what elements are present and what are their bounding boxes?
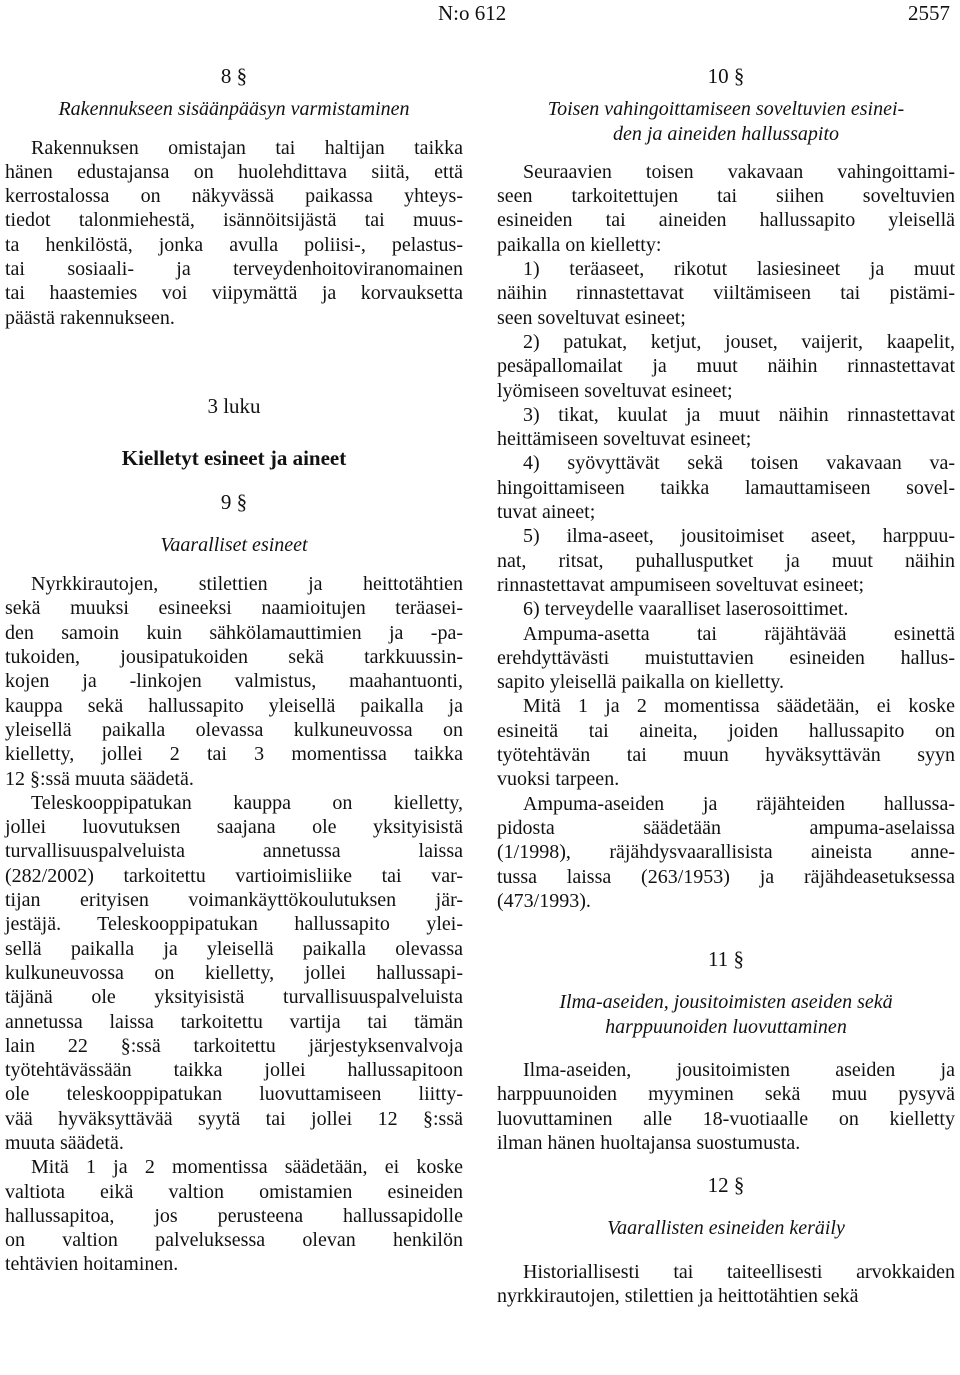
section-9-title: Vaaralliset esineet	[160, 533, 308, 556]
section-12-title: Vaarallisten esineiden keräily	[607, 1217, 845, 1240]
text-line: Rakennuksen omistajan tai haltijan taikka	[31, 136, 463, 159]
text-line: työtehtävässään taikka jollei hallussapitoon	[5, 1059, 463, 1082]
section-8-paragraph	[5, 136, 463, 330]
text-line: jollei luovutuksen saajana ole yksityisistä	[5, 816, 463, 839]
section-10-number: 10 §	[707, 64, 745, 88]
list-item	[497, 524, 955, 597]
text-line: lyömiseen soveltuvat esineet;	[497, 379, 733, 402]
text-line: nat, ritsat, puhallusputket ja muut näihin	[497, 549, 955, 572]
text-line: Ilma-aseiden, jousitoimisten aseiden ja	[523, 1058, 955, 1081]
text-line: esineitä tai aineita, joiden hallussapito on	[497, 719, 955, 742]
list-item	[497, 451, 955, 524]
text-line: yleisellä paikalla olevassa kulkuneuvossa on	[5, 718, 463, 741]
text-line: Teleskooppipatukan kauppa on kielletty,	[31, 791, 463, 814]
text-line: heittämiseen soveltuvat esineet;	[497, 428, 752, 451]
text-line: nyrkkirautojen, stilettien ja heittotähtien sekä	[497, 1285, 859, 1308]
text-line: tehtävien hoitaminen.	[5, 1253, 179, 1276]
text-line: kielletty, jollei 2 tai 3 momentissa taikka	[5, 743, 463, 766]
section-10-title	[497, 97, 955, 146]
text-line: esineiden tai aineiden hallussapito yleisellä	[497, 209, 955, 232]
section-9-paragraph-1	[5, 572, 463, 791]
text-line: hallussapitoa, jos perusteena hallussapidolle	[5, 1204, 463, 1227]
text-line: muuta säädetä.	[5, 1131, 124, 1154]
text-line: tussa laissa (263/1953) ja räjähdeasetuksessa	[497, 865, 955, 888]
chapter-number: 3 luku	[207, 393, 261, 418]
text-line: tai haastemies voi viipymättä ja korvauksetta	[5, 282, 463, 305]
text-line: ta henkilöstä, jonka avulla poliisi-, pelastus-	[5, 233, 463, 256]
text-line: Mitä 1 ja 2 momentissa säädetään, ei koske	[31, 1156, 463, 1179]
text-line: Seuraavien toisen vakavaan vahingoittami-	[523, 160, 955, 183]
section-10-paragraph-2	[497, 622, 955, 695]
section-11-title	[497, 990, 955, 1039]
text-line: hänen edustajansa on huolehdittava siitä, että	[5, 160, 463, 183]
text-line: (473/1993).	[497, 889, 591, 912]
page-number: 2557	[908, 1, 950, 25]
section-10-paragraph-4	[497, 792, 955, 913]
text-line: vuoksi tarpeen.	[497, 768, 620, 791]
section-12-paragraph	[497, 1260, 955, 1309]
text-line: luovuttaminen alle 18-vuotiaalle on kielletty	[497, 1107, 955, 1130]
section-9-number: 9 §	[220, 489, 248, 514]
text-line: kerrostalossa on näkyvässä paikassa yhteys-	[5, 185, 463, 208]
list-item	[497, 403, 955, 452]
text-line: 4) syövyttävät sekä toisen vakavaan va-	[523, 452, 955, 475]
text-line: den samoin kuin sähkölamauttimien ja -pa-	[5, 621, 463, 644]
text-line: seen tarkoitettujen tai siihen soveltuvien	[497, 185, 955, 208]
text-line: annetussa laissa tarkoitettu vartija tai tämän	[5, 1010, 463, 1033]
text-line: (282/2002) tarkoitettu vartioimisliike tai var-	[5, 864, 463, 887]
text-line: Ilma-aseiden, jousitoimisten aseiden sekä	[559, 991, 893, 1014]
text-line: erehdyttävästi muistuttavien esineiden hallus-	[497, 646, 955, 669]
text-line: Mitä 1 ja 2 momentissa säädetään, ei koske	[523, 695, 955, 718]
text-line: vää hyväksyttävää syytä tai jollei 12 §:ssä	[5, 1107, 463, 1130]
text-line: (1/1998), räjähdysvaarallisista aineista anne-	[497, 841, 955, 864]
text-line: Toisen vahingoittamiseen soveltuvien esinei-	[547, 98, 905, 121]
text-line: tiedot talonmiehestä, isännöitsijästä tai muus-	[5, 209, 463, 232]
text-line: 5) ilma-aseet, jousitoimiset aseet, harppuu-	[523, 525, 955, 548]
text-line: harppuunoiden luovuttaminen	[605, 1015, 847, 1038]
text-line: työtehtävän tai muun hyväksyttävän syyn	[497, 744, 955, 767]
section-11-paragraph	[497, 1058, 955, 1155]
section-9-paragraph-3	[5, 1155, 463, 1276]
text-line: tuvat aineet;	[497, 501, 596, 524]
section-12-number: 12 §	[707, 1173, 745, 1198]
text-line: valtiota eikä valtion omistamien esineiden	[5, 1180, 463, 1203]
text-line: 1) teräaseet, rikotut lasiesineet ja muut	[523, 258, 955, 281]
text-line: hingoittamiseen taikka lamauttamiseen sovel-	[497, 476, 955, 499]
text-line: pesäpallomailat ja muut näihin rinnastettavat	[497, 355, 955, 378]
text-line: tai sosiaali- ja terveydenhoitoviranomainen	[5, 258, 463, 281]
text-line: tukoiden, jousipatukoiden sekä tarkkuussin-	[5, 646, 463, 669]
section-10-paragraph-3	[497, 694, 955, 791]
text-line: sapito yleisellä paikalla on kielletty.	[497, 671, 784, 694]
text-line: Ampuma-aseiden ja räjähteiden hallussa-	[523, 792, 955, 815]
text-line: Nyrkkirautojen, stilettien ja heittotähtien	[31, 573, 463, 596]
text-line: Historiallisesti tai taiteellisesti arvokkaiden	[523, 1260, 955, 1283]
issue-number: N:o 612	[438, 1, 507, 25]
text-line: ole teleskooppipatukan luovuttamiseen liitty-	[5, 1083, 463, 1106]
list-item	[497, 330, 955, 403]
section-8-number: 8 §	[220, 64, 248, 88]
text-line: 12 §:ssä muuta säädetä.	[5, 767, 194, 790]
text-line: turvallisuuspalveluista annetussa laissa	[5, 840, 463, 863]
text-line: 2) patukat, ketjut, jouset, vaijerit, kaapelit,	[523, 330, 955, 353]
chapter-title: Kielletyt esineet ja aineet	[121, 446, 347, 471]
text-line: Ampuma-asetta tai räjähtävää esinettä	[523, 622, 955, 645]
list-item	[497, 597, 955, 621]
text-line: den ja aineiden hallussapito	[612, 122, 840, 145]
section-10-list	[497, 257, 955, 621]
text-line: kojen ja -linkojen valmistus, maahantuonti,	[5, 670, 463, 693]
text-line: täjänä ole yksityisistä turvallisuuspalveluista	[5, 986, 463, 1009]
text-line: jestäjä. Teleskooppipatukan hallussapito ylei-	[5, 913, 463, 936]
left-column	[5, 58, 463, 1277]
text-line: ilman hänen huoltajansa suostumusta.	[497, 1131, 801, 1154]
text-line: sellä paikalla ja yleisellä paikalla olevassa	[5, 937, 463, 960]
section-8-title: Rakennukseen sisäänpääsyn varmistaminen	[58, 98, 410, 121]
right-column	[497, 58, 955, 1308]
text-line: paikalla on kielletty:	[497, 233, 662, 256]
text-line: lain 22 §:ssä tarkoitettu järjestyksenvalvoja	[5, 1034, 463, 1057]
list-item	[497, 257, 955, 330]
section-11-number: 11 §	[708, 947, 744, 972]
text-line: rinnastettavat ampumiseen soveltuvat esineet;	[497, 573, 865, 596]
section-9-paragraph-2	[5, 791, 463, 1155]
text-line: 3) tikat, kuulat ja muut näihin rinnastettavat	[523, 403, 955, 426]
text-line: pidosta säädetään ampuma-aselaissa	[497, 816, 955, 839]
text-line: kulkuneuvossa on kielletty, jollei hallussapi-	[5, 961, 463, 984]
section-10-intro	[497, 160, 955, 257]
text-line: 6) terveydelle vaaralliset laserosoittimet.	[523, 598, 849, 621]
text-line: tijan erityisen voimankäyttökoulutuksen jär-	[5, 889, 463, 912]
text-line: harppuunoiden myyminen sekä muu pysyvä	[497, 1083, 955, 1106]
text-line: seen soveltuvat esineet;	[497, 306, 686, 329]
page-header	[0, 0, 960, 30]
text-line: on valtion palveluksessa olevan henkilön	[5, 1229, 463, 1252]
text-line: näihin rinnastettavat viiltämiseen tai pistämi-	[497, 282, 955, 305]
text-line: päästä rakennukseen.	[5, 306, 175, 329]
text-line: sekä muuksi esineeksi naamioitujen teräasei-	[5, 597, 463, 620]
text-line: kauppa sekä hallussapito yleisellä paikalla ja	[5, 694, 463, 717]
